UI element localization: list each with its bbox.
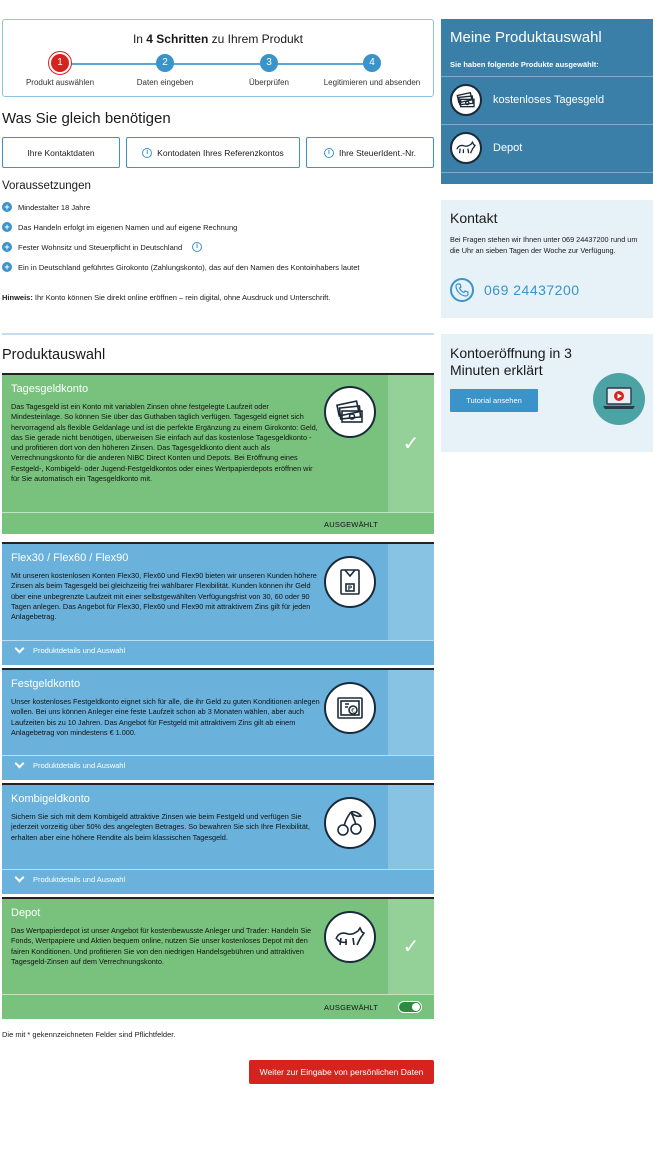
step-2[interactable] xyxy=(105,54,225,87)
svg-text:€: € xyxy=(351,707,355,715)
cherries-icon xyxy=(324,797,376,849)
svg-text:P: P xyxy=(347,585,353,592)
product-card-tagesgeld[interactable] xyxy=(2,373,434,537)
selected-product-label: kostenloses Tagesgeld xyxy=(493,93,605,106)
product-footer[interactable] xyxy=(2,512,434,534)
produktauswahl-title: Produktauswahl xyxy=(2,347,106,363)
panel-title: Meine Produktauswahl xyxy=(450,29,602,46)
select-toggle-area[interactable] xyxy=(388,670,434,755)
info-icon[interactable]: i xyxy=(192,242,202,252)
product-details-toggle[interactable] xyxy=(2,755,434,780)
tutorial-button[interactable]: Tutorial ansehen xyxy=(450,389,538,412)
requirement-text: Ein in Deutschland geführtes Girokonto (Zahlungskonto), das auf den Namen des Kontoinhabers lautet xyxy=(18,262,360,272)
select-toggle-area[interactable] xyxy=(388,544,434,640)
requirement-item xyxy=(2,222,237,232)
requirement-text: Fester Wohnsitz und Steuerpflicht in Deutschland xyxy=(18,242,183,252)
product-description: Das Wertpapierdepot ist unser Angebot für kostenbewusste Anleger und Trader: Handeln Sie Fonds, Wertpapiere und Aktien bequem online, nutzen Sie unser kostenloses Depot mit den fairen Konditionen. Und profitieren Sie von den niedrigen Handelsgebühren und attraktiven Tagesgeld-Zinsen auf dem Verrechnungskonto. xyxy=(11,926,312,966)
checkmark-icon: ✓ xyxy=(402,432,420,455)
tutorial-title: Kontoeröffnung in 3 Minuten erklärt xyxy=(450,345,572,378)
chip-steuerident[interactable] xyxy=(306,137,434,168)
panel-subtitle: Sie haben folgende Produkte ausgewählt: xyxy=(450,60,599,69)
step-label: Legitimieren und absenden xyxy=(323,78,421,87)
product-details-toggle[interactable] xyxy=(2,869,434,894)
product-card-flex[interactable] xyxy=(2,542,434,663)
info-icon: i xyxy=(142,148,152,158)
plus-icon[interactable]: + xyxy=(2,262,12,272)
chip-label: Kontodaten Ihres Referenzkontos xyxy=(157,147,284,158)
chevron-down-icon xyxy=(15,873,25,883)
selected-product-label: Depot xyxy=(493,141,523,154)
checkmark-icon: ✓ xyxy=(402,935,420,958)
product-card-depot[interactable] xyxy=(2,897,434,1017)
product-description: Sichern Sie sich mit dem Kombigeld attraktive Zinsen wie beim Festgeld und verfügen Sie jederzeit vorzeitig über 50% des angelegten Betrages. So bewahren Sie sich Ihre Flexibilität, erhalten aber eine höhere Rendite als beim klassischen Tagesgeld. xyxy=(11,812,310,842)
chevron-down-icon xyxy=(15,759,25,769)
tutorial-panel xyxy=(441,334,653,452)
product-card-kombigeld[interactable] xyxy=(2,783,434,892)
continue-button[interactable]: Weiter zur Eingabe von persönlichen Daten xyxy=(249,1060,434,1084)
contact-text: Bei Fragen stehen wir Ihnen unter 069 24437200 rund um die Uhr an sieben Tagen der Woche zur Verfügung. xyxy=(450,235,638,255)
selected-product-item xyxy=(441,124,653,170)
step-3[interactable] xyxy=(209,54,329,87)
product-name: Depot xyxy=(11,907,41,919)
step-label: Überprüfen xyxy=(248,78,290,87)
contact-title: Kontakt xyxy=(450,210,498,226)
step-number: 3 xyxy=(260,54,278,72)
selected-label: AUSGEWÄHLT xyxy=(324,520,378,529)
step-number: 2 xyxy=(156,54,174,72)
progress-stepper xyxy=(2,19,434,97)
chip-label: Ihre SteuerIdent.-Nr. xyxy=(338,147,416,158)
plus-icon[interactable]: + xyxy=(2,242,12,252)
requirement-text: Das Handeln erfolgt im eigenen Namen und auf eigene Rechnung xyxy=(18,222,238,232)
money-stack-icon xyxy=(450,84,482,116)
step-number: 4 xyxy=(363,54,381,72)
money-stack-icon xyxy=(324,386,376,438)
phone-number[interactable]: 069 24437200 xyxy=(484,282,580,298)
plus-icon[interactable]: + xyxy=(2,202,12,212)
requirement-item xyxy=(2,262,359,272)
voraussetzungen-title: Voraussetzungen xyxy=(2,180,91,192)
requirement-item xyxy=(2,242,202,252)
requirement-item xyxy=(2,202,90,212)
step-4[interactable] xyxy=(312,54,432,87)
contact-panel xyxy=(441,200,653,318)
product-selection-panel xyxy=(441,19,653,184)
chip-label: Ihre Kontaktdaten xyxy=(27,147,95,158)
select-toggle-area[interactable] xyxy=(388,899,434,994)
bull-bear-icon xyxy=(450,132,482,164)
plus-icon[interactable]: + xyxy=(2,222,12,232)
details-label: Produktdetails und Auswahl xyxy=(33,875,126,884)
step-label: Daten eingeben xyxy=(136,78,194,87)
phone-icon xyxy=(450,278,474,302)
selected-label: AUSGEWÄHLT xyxy=(324,1003,378,1012)
section-divider xyxy=(2,333,434,335)
select-toggle-area[interactable] xyxy=(388,375,434,512)
details-label: Produktdetails und Auswahl xyxy=(33,646,126,655)
bull-bear-icon xyxy=(324,911,376,963)
safe-euro-icon xyxy=(324,682,376,734)
step-label: Produkt auswählen xyxy=(25,78,95,87)
product-name: Festgeldkonto xyxy=(11,678,81,690)
selected-product-item xyxy=(441,76,653,122)
product-description: Unser kostenloses Festgeldkonto eignet sich für alle, die ihr Geld zu guten Konditionen anlegen wollen. Bei uns können Anleger eine feste Laufzeit schon ab 3 Monaten wählen, aber auch Laufzeiten bis zu 10 Jahren. Das Angebot für Festgeld mit attraktivem Zins gilt ab einem Anlagebetrag von mindestens € 1.000. xyxy=(11,697,320,737)
needs-title: Was Sie gleich benötigen xyxy=(2,110,171,127)
details-label: Produktdetails und Auswahl xyxy=(33,761,126,770)
stepper-title: In 4 Schritten zu Ihrem Produkt xyxy=(132,32,304,46)
select-toggle-area[interactable] xyxy=(388,785,434,869)
product-details-toggle[interactable] xyxy=(2,640,434,665)
product-description: Das Tagesgeld ist ein Konto mit variablen Zinsen ohne festgelegte Laufzeit oder Mindesteinlage. So können Sie über das Guthaben täglich verfügen. Tagesgeld eignet sich hervorragend als flexible Geldanlage und ist die perfekte Ergänzung zu einem Girokonto: Geld, das Sie gerade nicht benötigen, überweisen Sie einfach auf das kostenlose Tagesgeldkonto - und profitieren dort von den höheren Zinsen. Das Tagesgeldkonto dient auch als Verrechnungskonto für die anderen NIBC Direct Konten und Depots. Bei Eröffnung eines Festgeld-, Kombigeld- oder Jugend-Festgeldkontos oder eines Wertpapierdepots eröffnen wir für Sie automatisch ein Tagesgeldkonto mit. xyxy=(11,402,318,484)
required-fields-note: Die mit * gekennzeichneten Felder sind Pflichtfelder. xyxy=(2,1030,176,1039)
product-name: Tagesgeldkonto xyxy=(11,383,89,395)
info-icon: i xyxy=(324,148,334,158)
product-description: Mit unseren kostenlosen Konten Flex30, Flex60 und Flex90 bieten wir unseren Kunden höhere Zinsen als beim Tagesgeld bei gleichzeitig frei wählbarer Flexibilität. Kunden können ihr Geld über eine unbegrenzte Laufzeit mit einer selbstgewählten Verfügungsfrist von 30, 60 oder 90 Tagen anlegen. Das Angebot für Flex30, Flex60 und Flex90 mit attraktivem Zins gilt für jeden Anlagebetrag. xyxy=(11,571,317,622)
selected-toggle-switch[interactable] xyxy=(398,1001,422,1013)
product-card-festgeld[interactable] xyxy=(2,668,434,778)
product-footer[interactable] xyxy=(2,994,434,1019)
product-name: Kombigeldkonto xyxy=(11,793,90,805)
hint-text: Hinweis: Ihr Konto können Sie direkt online eröffnen – rein digital, ohne Ausdruck und Unterschrift. xyxy=(2,293,331,302)
chip-referenzkonto[interactable] xyxy=(126,137,300,168)
product-name: Flex30 / Flex60 / Flex90 xyxy=(11,552,129,564)
parking-sign-icon xyxy=(324,556,376,608)
chip-kontaktdaten[interactable] xyxy=(2,137,120,168)
step-number: 1 xyxy=(51,54,69,72)
panel-bottom-divider xyxy=(441,172,653,184)
laptop-video-icon xyxy=(593,373,645,425)
contact-phone[interactable] xyxy=(450,278,580,302)
chevron-down-icon xyxy=(15,644,25,654)
step-1[interactable] xyxy=(0,54,120,87)
requirement-text: Mindestalter 18 Jahre xyxy=(18,202,91,212)
